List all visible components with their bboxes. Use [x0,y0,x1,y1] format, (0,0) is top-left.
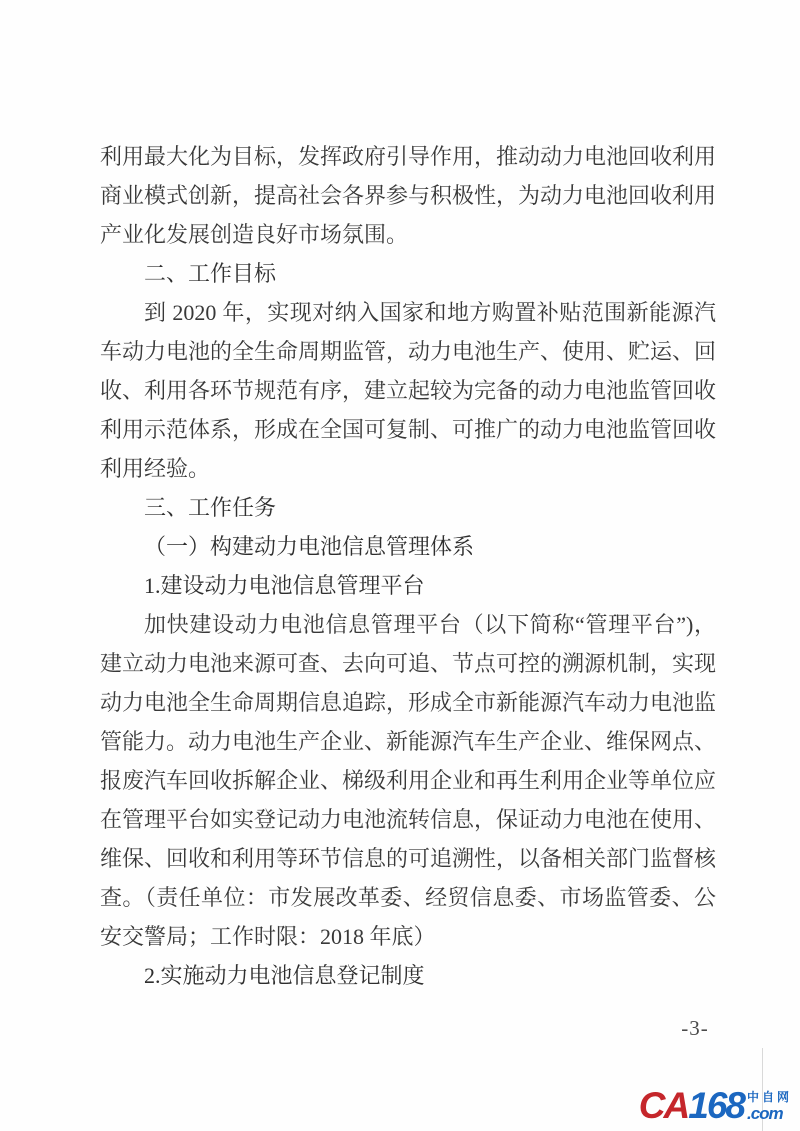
page-number: -3- [681,1016,709,1040]
logo-side-block [747,1090,792,1123]
logo-chinese-name: 中自网 [746,1090,792,1104]
paragraph-carryover: 利用最大化为目标，发挥政府引导作用，推动动力电池回收利用商业模式创新，提高社会各界参与积极性，为动力电池回收利用产业化发展创造良好市场氛围。 [100,144,717,247]
logo-ca-text: CA [638,1085,689,1126]
paragraph-task1-platform: 加快建设动力电池信息管理平台（以下简称“管理平台”)，建立动力电池来源可查、去向可追、节点可控的溯源机制，实现动力电池全生命周期信息追踪，形成全市新能源汽车动力电池监管能力。动力电池生产企业、新能源汽车生产企业、维保网点、报废汽车回收拆解企业、梯级利用企业和再生利用企业等单位应在管理平台如实登记动力电池流转信息，保证动力电池在使用、维保、回收和利用等环节信息的可追溯性，以备相关部门监督核查。（责任单位：市发展改革委、经贸信息委、市场监管委、公安交警局；工作时限：2018 年底） [100,612,717,949]
subsection-heading-info-system: （一）构建动力电池信息管理体系 [144,534,475,559]
logo-168-text: 168 [688,1085,744,1126]
task2-heading-registration: 2.实施动力电池信息登记制度 [144,963,425,988]
logo-com-suffix: .com [746,1104,783,1123]
paragraph-work-goal: 到 2020 年，实现对纳入国家和地方购置补贴范围新能源汽车动力电池的全生命周期监管，动力电池生产、使用、贮运、回收、利用各环节规范有序，建立起较为完备的动力电池监管回收利用示范体系，形成在全国可复制、可推广的动力电池监管回收利用经验。 [100,300,717,481]
section-heading-work-tasks: 三、工作任务 [144,495,277,520]
logo-wordmark [638,1085,744,1126]
section-heading-work-goal: 二、工作目标 [144,261,277,286]
ca168-logo [638,1085,792,1126]
task1-heading-platform: 1.建设动力电池信息管理平台 [144,573,425,598]
document-body [100,137,716,995]
